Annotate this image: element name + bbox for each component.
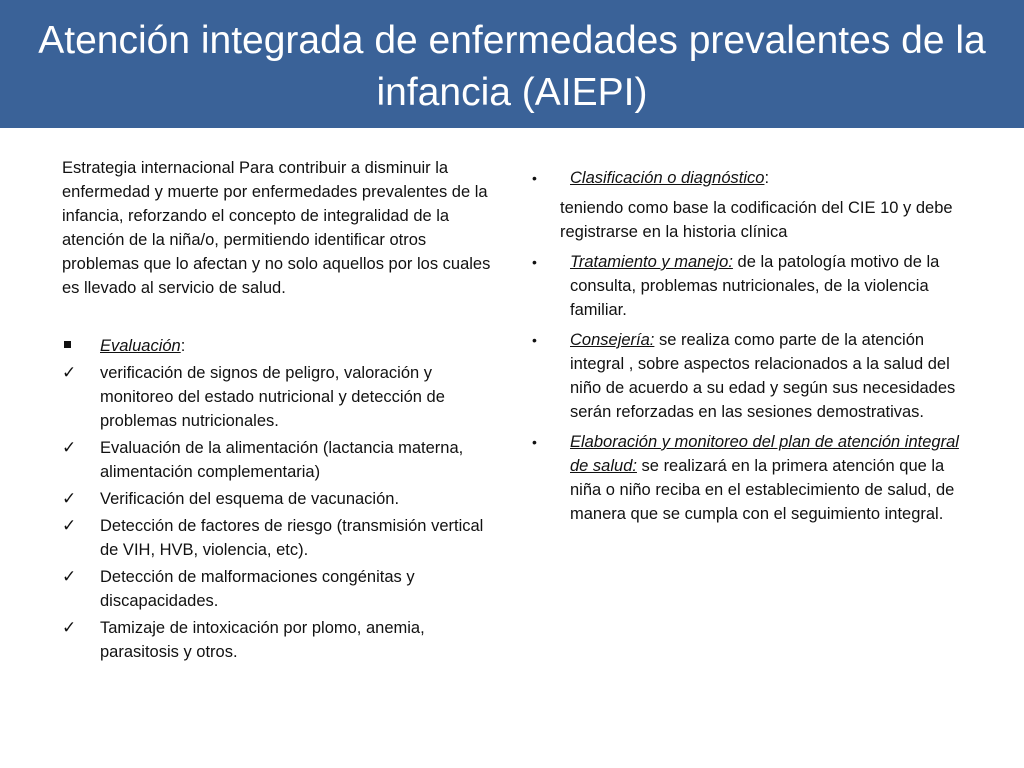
checkmark-icon: ✓ (62, 438, 77, 457)
bullet-icon: • (532, 254, 537, 270)
item-text: de la patología motivo de la consulta, problemas nutricionales, de la violencia familiar. (570, 253, 940, 319)
item-term: Clasificación o diagnóstico (570, 169, 765, 187)
intro-paragraph: Estrategia internacional Para contribuir a disminuir la enfermedad y muerte por enfermedades prevalentes de la infancia, reforzando el concepto de integralidad de la atención de la niña/o, permitiendo identificar otros problemas que lo afectan y no solo aquellos por los cuales es llevado al servicio de salud. (62, 159, 491, 297)
evaluation-list (62, 334, 502, 664)
list-item (62, 514, 502, 562)
left-column (62, 156, 502, 667)
list-item-text: verificación de signos de peligro, valoración y monitoreo del estado nutricional y detección de problemas nutricionales. (100, 364, 445, 430)
list-item-text: Evaluación de la alimentación (lactancia materna, alimentación complementaria) (100, 439, 464, 481)
bullet-icon: • (532, 170, 537, 186)
list-item (62, 565, 502, 613)
list-item (62, 361, 502, 433)
bullet-icon: • (532, 434, 537, 450)
checkmark-icon: ✓ (62, 618, 77, 637)
list-item-treatment (530, 250, 970, 322)
list-item (62, 436, 502, 484)
title-bar (0, 0, 1024, 128)
evaluation-heading-colon: : (180, 337, 186, 355)
evaluation-heading: Evaluación (100, 337, 181, 355)
list-item-counseling (530, 328, 970, 424)
list-item-text: Tamizaje de intoxicación por plomo, anemia, parasitosis y otros. (100, 619, 425, 661)
classification-detail: teniendo como base la codificación del CIE 10 y debe registrarse en la historia clínica (560, 199, 953, 241)
bullet-icon: • (532, 332, 537, 348)
checkmark-icon: ✓ (62, 567, 77, 586)
item-text: se realiza como parte de la atención integral , sobre aspectos relacionados a la salud del niño de acuerdo a su edad y según sus necesidades serán reforzadas en las sesiones demostrativas. (570, 331, 956, 421)
list-item-text: Verificación del esquema de vacunación. (100, 490, 400, 508)
list-item-evaluation-heading (62, 334, 502, 358)
care-steps-list (530, 166, 970, 190)
item-term: Consejería: (570, 331, 655, 349)
item-text: : (764, 169, 770, 187)
checkmark-icon: ✓ (62, 516, 77, 535)
list-item (62, 487, 502, 511)
item-text: se realizará en la primera atención que la niña o niño reciba en el establecimiento de salud, de manera que se cumpla con el seguimiento integral. (570, 457, 955, 523)
right-column (530, 166, 970, 532)
list-item-text: Detección de factores de riesgo (transmisión vertical de VIH, HVB, violencia, etc). (100, 517, 484, 559)
item-term: Elaboración y monitoreo del plan de atención integral de salud: (570, 433, 959, 475)
slide-title: Atención integrada de enfermedades prevalentes de la infancia (AIEPI) (38, 19, 986, 114)
item-term: Tratamiento y manejo: (570, 253, 733, 271)
care-steps-list-continued (530, 250, 970, 526)
list-item-classification (530, 166, 970, 190)
list-item (62, 616, 502, 664)
square-bullet-icon (62, 334, 86, 358)
checkmark-icon: ✓ (62, 363, 77, 382)
list-item-text: Detección de malformaciones congénitas y discapacidades. (100, 568, 415, 610)
list-item-care-plan (530, 430, 970, 526)
checkmark-icon: ✓ (62, 489, 77, 508)
